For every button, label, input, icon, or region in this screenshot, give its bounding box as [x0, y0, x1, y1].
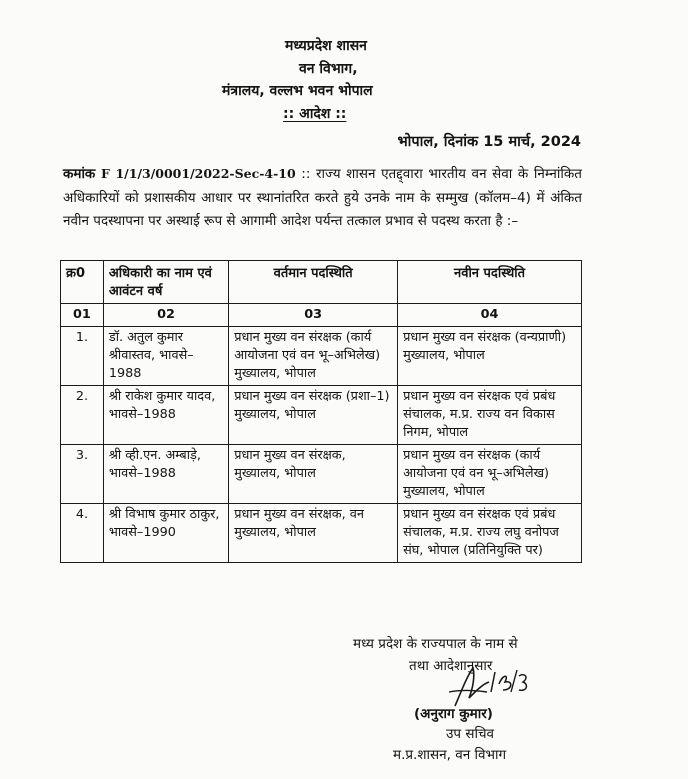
header-officer: अधिकारी का नाम एवं आवंटन वर्ष	[103, 261, 228, 304]
department-name: वन विभाग,	[299, 61, 358, 77]
new-posting-cell: प्रधान मुख्य वन संरक्षक (कार्य आयोजना एवं वन भू–अभिलेख) मुख्यालय, भोपाल	[398, 445, 582, 504]
table-row	[61, 445, 582, 504]
authority-line-2: तथा आदेशानुसार	[409, 658, 493, 674]
order-text: :: राज्य शासन एतद्द्वारा भारतीय वन सेवा के निम्नांकित अधिकारियों को प्रशासकीय आधार पर स्थानांतरित करते हुये उनके नाम के सम्मुख (कॉलम–4) में अंकित नवीन पदस्थापना पर अस्थाई रूप से आगामी आदेश पर्यन्त तत्काल प्रभाव से पदस्थ करता है :–	[63, 166, 582, 229]
new-posting-cell: प्रधान मुख्य वन संरक्षक एवं प्रबंध संचालक, म.प्र. राज्य वन विकास निगम, भोपाल	[398, 386, 582, 445]
header-new-posting: नवीन पदस्थिति	[398, 261, 582, 304]
officer-cell: डॉ. अतुल कुमार श्रीवास्तव, भावसे–1988	[103, 327, 228, 386]
current-posting-cell: प्रधान मुख्य वन संरक्षक (कार्य आयोजना एवं वन भू–अभिलेख) मुख्यालय, भोपाल	[229, 327, 398, 386]
order-reference: F 1/1/3/0001/2022-Sec-4-10	[100, 166, 296, 181]
place-date: भोपाल, दिनांक 15 मार्च, 2024	[397, 134, 581, 150]
handwritten-signature	[443, 662, 533, 710]
serial-cell: 3.	[61, 445, 104, 504]
transfer-table	[60, 260, 582, 563]
table-header-row	[61, 261, 582, 304]
col-number: 04	[398, 304, 582, 327]
signatory-name: (अनुराग कुमार)	[414, 706, 493, 722]
order-title: :: आदेश ::	[283, 106, 347, 122]
serial-cell: 2.	[61, 386, 104, 445]
serial-cell: 4.	[61, 504, 104, 563]
current-posting-cell: प्रधान मुख्य वन संरक्षक (प्रशा–1) मुख्यालय, भोपाल	[229, 386, 398, 445]
government-name: मध्यप्रदेश शासन	[285, 38, 367, 54]
officer-cell: श्री राकेश कुमार यादव, भावसे–1988	[103, 386, 228, 445]
officer-cell: श्री व्ही.एन. अम्बाड़े, भावसे–1988	[103, 445, 228, 504]
table-row	[61, 504, 582, 563]
table-row	[61, 386, 582, 445]
serial-cell: 1.	[61, 327, 104, 386]
col-number: 03	[229, 304, 398, 327]
signatory-department: म.प्र.शासन, वन विभाग	[393, 747, 507, 763]
order-number-label: कमांक	[63, 166, 96, 182]
column-number-row	[61, 304, 582, 327]
header-serial: क्र0	[61, 261, 104, 304]
order-paragraph	[63, 162, 582, 234]
current-posting-cell: प्रधान मुख्य वन संरक्षक, मुख्यालय, भोपाल	[229, 445, 398, 504]
new-posting-cell: प्रधान मुख्य वन संरक्षक (वन्यप्राणी) मुख्यालय, भोपाल	[398, 327, 582, 386]
signatory-designation: उप सचिव	[446, 726, 495, 742]
office-address: मंत्रालय, वल्लभ भवन भोपाल	[222, 83, 373, 99]
officer-cell: श्री विभाष कुमार ठाकुर, भावसे–1990	[103, 504, 228, 563]
col-number: 02	[103, 304, 228, 327]
authority-line: मध्य प्रदेश के राज्यपाल के नाम से	[353, 636, 518, 652]
table-row	[61, 327, 582, 386]
current-posting-cell: प्रधान मुख्य वन संरक्षक, वन मुख्यालय, भोपाल	[229, 504, 398, 563]
header-current-posting: वर्तमान पदस्थिति	[229, 261, 398, 304]
col-number: 01	[61, 304, 104, 327]
new-posting-cell: प्रधान मुख्य वन संरक्षक एवं प्रबंध संचालक, म.प्र. राज्य लघु वनोपज संघ, भोपाल (प्रतिनियुक्ति पर)	[398, 504, 582, 563]
